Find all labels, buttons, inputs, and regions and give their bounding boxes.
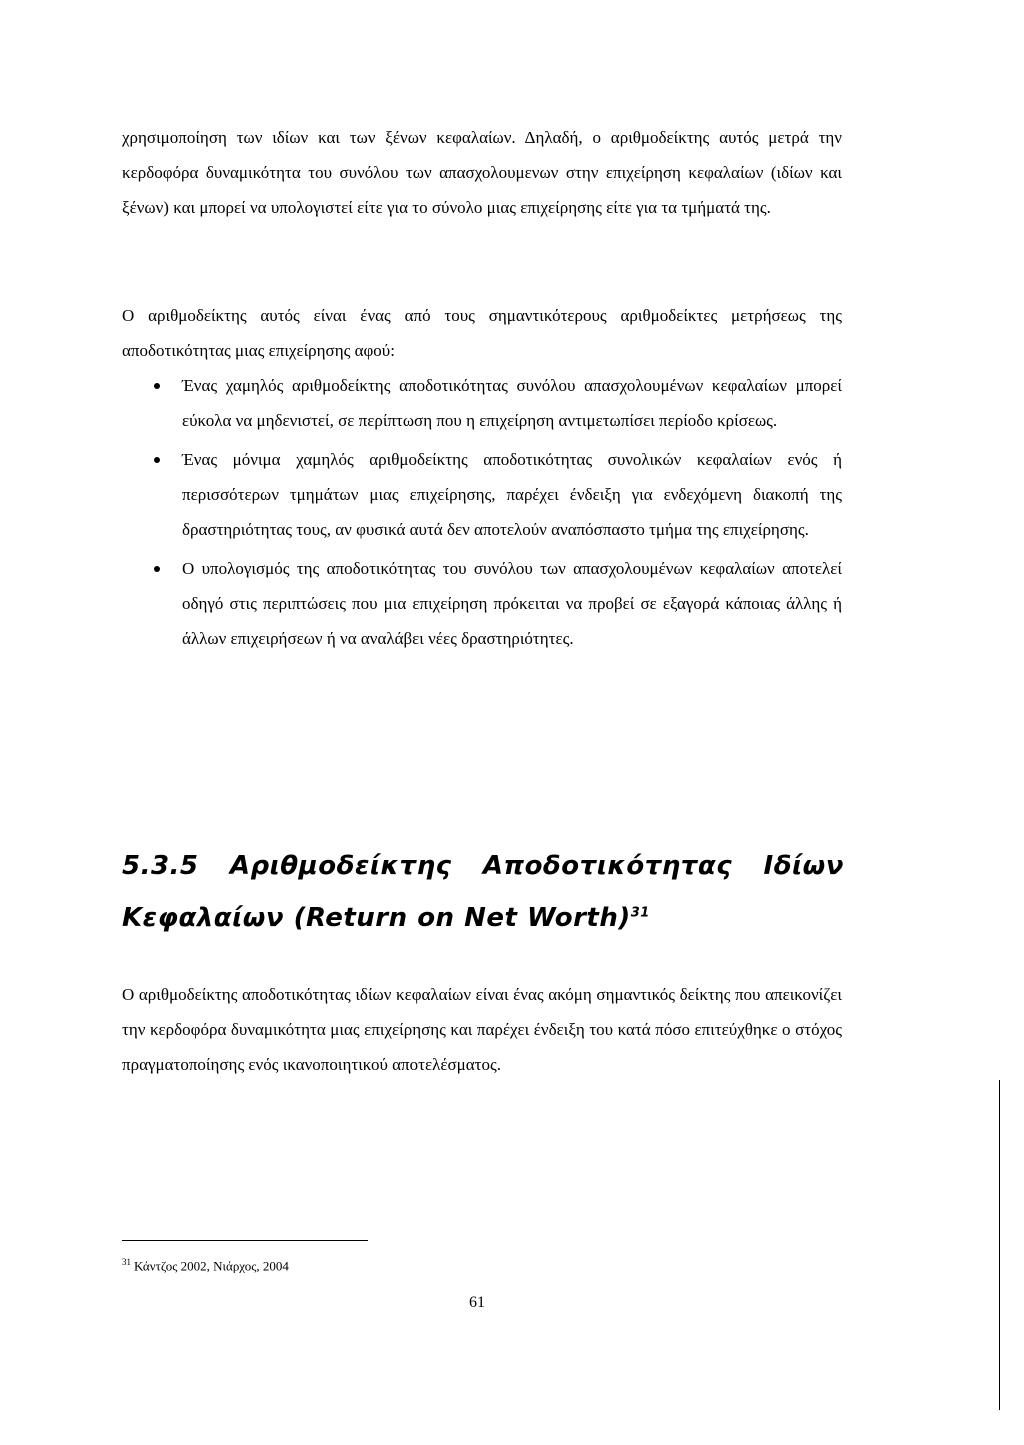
section-heading-word: Αριθμοδείκτης xyxy=(229,851,452,881)
footnote-marker: 31 xyxy=(122,1257,131,1267)
page-number: 61 xyxy=(469,1294,485,1311)
section-heading-word: Ιδίων xyxy=(763,851,844,881)
scan-edge-line xyxy=(999,1080,1000,1410)
list-item-text: Ένας μόνιμα χαμηλός αριθμοδείκτης αποδοτικότητας συνολικών κεφαλαίων ενός ή περισσότερων τμημάτων μιας επιχείρησης, παρέχει ένδειξη για ενδεχόμενη διακοπή της δραστηριότητας τους, αν φυσικά αυτά δεν αποτελούν αναπόσπαστο τμήμα της επιχείρησης. xyxy=(182,450,842,539)
footnote-reference: 31 xyxy=(630,905,650,921)
bullet-icon xyxy=(154,383,160,389)
list-item-text: Ο υπολογισμός της αποδοτικότητας του συνόλου των απασχολουμένων κεφαλαίων αποτελεί οδηγό στις περιπτώσεις που μια επιχείρηση πρόκειται να προβεί σε εξαγορά κάποιας άλλης ή άλλων επιχειρήσεων ή να αναλάβει νέες δραστηριότητες. xyxy=(182,559,842,648)
bullet-icon xyxy=(154,566,160,572)
section-heading-line-2 xyxy=(122,892,844,944)
section-heading-line-1 xyxy=(122,840,844,892)
list-item xyxy=(122,442,842,547)
list-item xyxy=(122,551,842,656)
footnote-text: Κάντζος 2002, Νιάρχος, 2004 xyxy=(134,1258,289,1274)
list-item xyxy=(122,368,842,438)
section-number: 5.3.5 xyxy=(122,851,199,881)
footnote xyxy=(122,1250,289,1278)
section-heading-word: Αποδοτικότητας xyxy=(482,851,733,881)
bullet-list xyxy=(122,368,842,660)
section-heading xyxy=(122,840,844,944)
bullet-icon xyxy=(154,457,160,463)
section-heading-text: Κεφαλαίων (Return on Net Worth) xyxy=(122,903,631,933)
paragraph-1: χρησιμοποίηση των ιδίων και των ξένων κεφαλαίων. Δηλαδή, ο αριθμοδείκτης αυτός μετρά την κερδοφόρα δυναμικότητα του συνόλου των απασχολουμενων στην επιχείρηση κεφαλαίων (ιδίων και ξένων) και μπορεί να υπολογιστεί είτε για το σύνολο μιας επιχείρησης είτε για τα τμήματά της. xyxy=(122,128,842,217)
list-item-text: Ένας χαμηλός αριθμοδείκτης αποδοτικότητας συνόλου απασχολουμένων κεφαλαίων μπορεί εύκολα να μηδενιστεί, σε περίπτωση που η επιχείρηση αντιμετωπίσει περίοδο κρίσεως. xyxy=(182,376,842,430)
paragraph-2: Ο αριθμοδείκτης αυτός είναι ένας από τους σημαντικότερους αριθμοδείκτες μετρήσεως της αποδοτικότητας μιας επιχείρησης αφού: xyxy=(122,306,842,360)
footnote-divider xyxy=(122,1240,368,1241)
paragraph-3: Ο αριθμοδείκτης αποδοτικότητας ιδίων κεφαλαίων είναι ένας ακόμη σημαντικός δείκτης που απεικονίζει την κερδοφόρα δυναμικότητα μιας επιχείρησης και παρέχει ένδειξη του κατά πόσο επιτεύχθηκε ο στόχος πραγματοποίησης ενός ικανοποιητικού αποτελέσματος. xyxy=(122,985,842,1074)
